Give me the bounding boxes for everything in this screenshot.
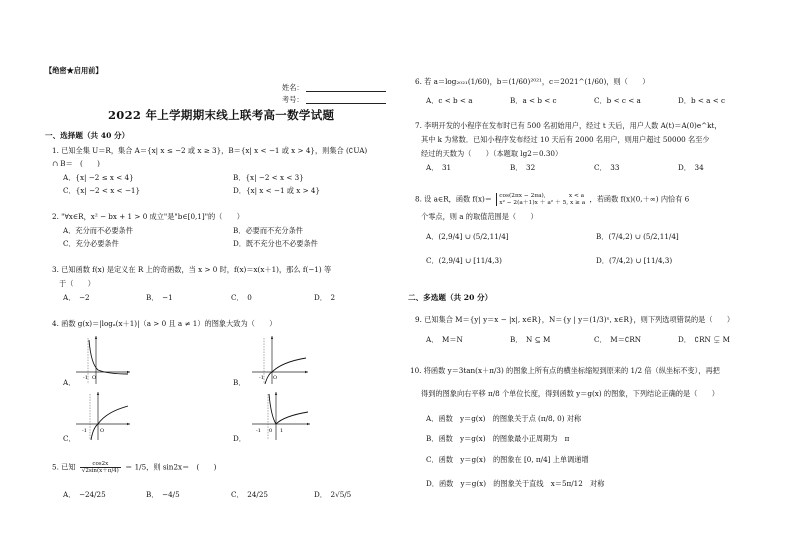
q10-option-d[interactable]: D．函数 y＝g(x) 的图象关于直线 x＝5π/12 对称 xyxy=(426,479,605,488)
q10-stem-line2: 得到的图象向右平移 π/8 个单位长度，得到函数 y＝g(x) 的图象，下列结论正确的是（ ） xyxy=(421,389,719,398)
q10-option-a[interactable]: A．函数 y＝g(x) 的图象关于点 (π/8, 0) 对称 xyxy=(426,414,582,423)
svg-text:-1: -1 xyxy=(82,428,87,434)
q4-option-d[interactable]: D． xyxy=(233,434,246,443)
q1-option-c[interactable]: C．{x| −2 < x < −1} xyxy=(63,186,141,195)
q1-stem-line1: 1. 已知全集 U＝R，集合 A＝{x| x ≤ −2 或 x ≥ 3}，B＝{x| x < −1 或 x > 4}，则集合 (∁UA) xyxy=(52,146,368,155)
q6-option-c[interactable]: C．b < c < a xyxy=(594,96,641,105)
q8-piece-1: cos(2πx − 2πa), x < a xyxy=(499,193,585,199)
q4-graph-d xyxy=(250,390,312,442)
q8-stem-line2: 个零点，则 a 的取值范围是（ ） xyxy=(421,212,538,221)
q5-option-a[interactable]: A． −24/25 xyxy=(63,490,106,499)
q3-option-b[interactable]: B． −1 xyxy=(146,293,173,302)
svg-text:O: O xyxy=(100,428,105,434)
q6-option-b[interactable]: B．a < b < c xyxy=(510,96,557,105)
q6-option-d[interactable]: D．b < a < c xyxy=(678,96,726,105)
q6-stem: 6. 若 a＝log₂₀₂₁(1/60)，b＝(1/60)²⁰²¹，c＝2021^(1/60)，则（ ） xyxy=(415,77,650,86)
svg-text:O: O xyxy=(273,375,278,381)
q5-option-b[interactable]: B． −4/5 xyxy=(146,490,180,499)
svg-text:1: 1 xyxy=(280,428,284,434)
q5-suffix: ＝ 1/5，则 sin2x＝ ( ) xyxy=(125,462,217,472)
exam-number-field[interactable] xyxy=(282,95,386,104)
q10-option-b[interactable]: B．函数 y＝g(x) 的图象最小正周期为 π xyxy=(426,434,570,443)
q3-option-c[interactable]: C． 0 xyxy=(231,293,252,302)
svg-text:0: 0 xyxy=(269,428,273,434)
q4-stem: 4. 函数 g(x)＝|logₐ(x＋1)|（a > 0 且 a ≠ 1）的图象大致为（ ） xyxy=(52,319,277,328)
q9-option-b[interactable]: B． N ⊆ M xyxy=(510,335,551,344)
q5-fraction xyxy=(80,461,121,474)
svg-text:-1: -1 xyxy=(83,375,88,381)
page-title: 2022 年上学期期末线上联考高一数学试题 xyxy=(108,108,335,122)
q6-option-a[interactable]: A．c < b < a xyxy=(426,96,473,105)
q8-stem-suffix: ，若函数 f(x)(0,＋∞) 内恰有 6 xyxy=(589,194,690,204)
q9-option-a[interactable]: A． M＝N xyxy=(426,335,463,344)
q4-graph-b xyxy=(250,334,310,386)
section-multi-heading: 二、多选题（共 20 分） xyxy=(408,293,493,302)
q9-option-d[interactable]: D． ∁RN ⊊ M xyxy=(678,335,730,344)
q8-piece-2: x² − 2(a＋1)x ＋ a² ＋ 5, x ≥ a xyxy=(499,199,586,206)
q5-stem xyxy=(52,461,216,474)
q7-option-b[interactable]: B． 32 xyxy=(510,163,536,172)
exam-number-underline xyxy=(306,96,386,104)
q9-option-c[interactable]: C． M＝∁RN xyxy=(594,335,642,344)
q2-stem: 2. "∀x∈R，x² − bx + 1 > 0 成立"是"b∈[0,1]"的（ ） xyxy=(52,212,244,221)
q2-option-a[interactable]: A．充分而不必要条件 xyxy=(63,226,133,235)
q4-option-c[interactable]: C． xyxy=(63,434,76,443)
q5-prefix: 5. 已知 xyxy=(52,462,76,472)
name-field[interactable] xyxy=(282,83,386,92)
q5-option-d[interactable]: D． 2√5/5 xyxy=(314,490,352,499)
q1-stem-line2: ∩ B＝ ( ) xyxy=(52,159,100,168)
q4-graph-c xyxy=(74,390,132,442)
q8-option-d[interactable]: D．(7/4,2) ∪ [11/4,3) xyxy=(596,256,673,265)
q5-fraction-denominator: √2sin(x＋π/4) xyxy=(81,468,119,475)
section-choice-heading: 一、选择题（共 40 分） xyxy=(45,131,130,140)
confidential-mark: 【绝密★启用前】 xyxy=(45,66,103,75)
svg-text:-1: -1 xyxy=(259,375,264,381)
q7-stem-line2: 其中 k 为常数．已知小程序发布经过 10 天后有 2000 名用户，则用户超过 50000 名至少 xyxy=(421,135,710,144)
q4-graph-a xyxy=(74,334,132,386)
exam-number-label: 考号： xyxy=(282,95,304,104)
q3-stem-line1: 3. 已知函数 f(x) 是定义在 R 上的奇函数，当 x > 0 时，f(x)＝x(x＋1)，那么 f(−1) 等 xyxy=(52,265,332,274)
q5-option-c[interactable]: C． 24/25 xyxy=(231,490,268,499)
q2-option-d[interactable]: D．既不充分也不必要条件 xyxy=(233,239,318,248)
q7-stem-line3: 经过的天数为（ ）（本题取 lg2＝0.30） xyxy=(421,149,563,158)
q7-option-c[interactable]: C． 33 xyxy=(594,163,620,172)
q5-fraction-numerator: cos2x xyxy=(80,461,121,468)
q7-option-a[interactable]: A． 31 xyxy=(426,163,452,172)
q8-option-b[interactable]: B．(7/4,2) ∪ (5/2,11/4] xyxy=(596,232,679,241)
q10-stem-line1: 10. 将函数 y＝3tan(x＋π/3) 的图象上所有点的横坐标缩短到原来的 1/2 倍（纵坐标不变），再把 xyxy=(410,366,720,375)
q8-option-a[interactable]: A．(2,9/4] ∪ (5/2,11/4] xyxy=(426,232,509,241)
q7-stem-line1: 7. 李明开发的小程序在发布时已有 500 名初始用户，经过 t 天后，用户人数 A(t)＝A(0)e^kt， xyxy=(415,121,722,130)
q8-stem-line1 xyxy=(415,193,689,206)
q10-option-c[interactable]: C．函数 y＝g(x) 的图象在 [0, π/4] 上单调递增 xyxy=(426,455,589,464)
q1-option-a[interactable]: A．{x| −2 ≤ x < 4} xyxy=(63,173,134,182)
q3-option-a[interactable]: A． −2 xyxy=(63,293,90,302)
q8-piecewise xyxy=(496,193,585,206)
q9-stem: 9. 已知集合 M＝{y| y＝x − |x|, x∈R}，N＝{y | y＝(1/3)ˣ, x∈R}，则下列选项错误的是（ ） xyxy=(415,315,735,324)
q4-option-a[interactable]: A． xyxy=(63,378,76,387)
svg-text:O: O xyxy=(92,375,97,381)
q8-stem-prefix: 8. 设 a∈R，函数 f(x)＝ xyxy=(415,194,492,204)
q1-option-b[interactable]: B．{x| −2 < x < 3} xyxy=(233,173,304,182)
q7-option-d[interactable]: D． 34 xyxy=(678,163,704,172)
q8-option-c[interactable]: C．(2,9/4] ∪ [11/4,3) xyxy=(426,256,502,265)
name-underline xyxy=(306,84,386,92)
q2-option-c[interactable]: C．充分必要条件 xyxy=(63,239,119,248)
svg-text:-1: -1 xyxy=(256,428,261,434)
q3-option-d[interactable]: D． 2 xyxy=(314,293,336,302)
q3-stem-line2: 于（ ） xyxy=(59,279,95,288)
q4-option-b[interactable]: B． xyxy=(233,378,246,387)
name-label: 姓名： xyxy=(282,83,304,92)
q1-option-d[interactable]: D．{x| x < −1 或 x > 4} xyxy=(233,186,321,195)
q2-option-b[interactable]: B．必要而不充分条件 xyxy=(233,226,303,235)
